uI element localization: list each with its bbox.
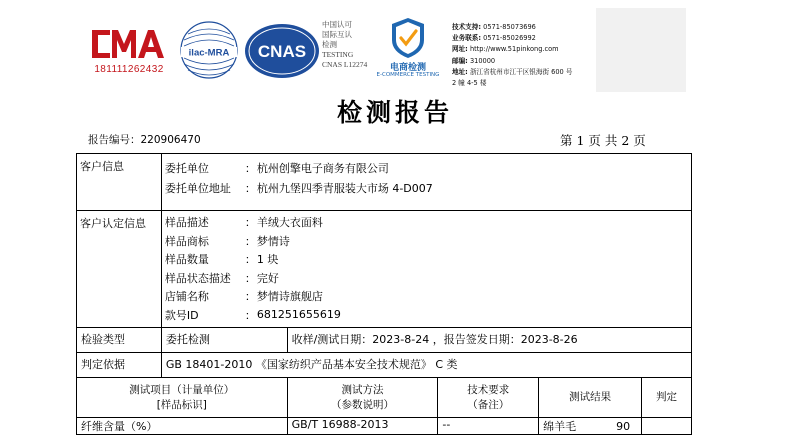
ecommerce-testing-logo	[372, 14, 444, 84]
header-item: 测试项目（计量单位） [样品标识]	[77, 378, 288, 418]
test-type-label: 检验类型	[77, 328, 162, 353]
basis-row	[77, 353, 692, 378]
test-dates: 收样/测试日期：2023-8-24 ，报告签发日期：2023-8-26	[287, 328, 691, 353]
header-judge: 判定	[642, 378, 692, 418]
confirmed-row: 店铺名称 ： 梦情诗旗舰店	[164, 290, 323, 304]
document-title: 检测报告	[336, 98, 453, 127]
confirmed-row: 样品描述 ： 羊绒大衣面料	[164, 216, 323, 230]
ilac-text: ilac-MRA	[188, 47, 230, 59]
page-number: 第 1 页 共 2 页	[560, 133, 646, 148]
contact-info: 技术支持: 0571-85073696 业务联系: 0571-85026992 网址: http://www.51pinkong.com 邮编: 310000 地址: 浙江省杭州市江干区银海街 600 号 2 幢 4-5 楼	[452, 23, 573, 88]
header-method: 测试方法 （参数说明）	[287, 378, 438, 418]
cnas-side-text: 中国认可 国际互认 检测 TESTING CNAS L12274	[322, 20, 368, 69]
confirmed-row: 款号ID ： 681251655619	[164, 308, 341, 322]
client-info-section	[77, 154, 692, 211]
confirmed-info-section	[77, 211, 692, 328]
confirmed-row: 样品数量 ： 1 块	[164, 253, 279, 267]
ecommerce-en: E-COMMERCE TESTING	[376, 72, 440, 78]
confirmed-info-label: 客户认定信息	[77, 211, 162, 328]
test-type-value: 委托检测	[161, 328, 287, 353]
cma-logo	[84, 22, 174, 80]
ilac-mra-logo	[178, 18, 240, 82]
cnas-logo	[244, 22, 320, 80]
result-item: 纤维含量（%）	[77, 418, 288, 435]
basis-label: 判定依据	[77, 353, 162, 378]
report-number: 报告编号：220906470	[88, 134, 201, 146]
confirmed-row: 样品状态描述 ： 完好	[164, 271, 279, 285]
result-requirement: --	[438, 418, 539, 435]
header-requirement: 技术要求 （备注）	[438, 378, 539, 418]
cnas-text: CNAS	[257, 42, 307, 61]
header-result: 测试结果	[539, 378, 642, 418]
client-row: 委托单位地址 ： 杭州九堡四季青服装大市场 4-D007	[164, 182, 433, 195]
client-info-label: 客户信息	[77, 154, 162, 211]
qr-code-area	[596, 8, 686, 92]
results-header	[77, 378, 692, 418]
test-type-row	[77, 328, 692, 353]
ecommerce-cn: 电商检测	[389, 63, 426, 73]
basis-value: GB 18401-2010 《国家纺织产品基本安全技术规范》 C 类	[161, 353, 691, 378]
result-value: 绵羊毛 90	[539, 418, 642, 435]
result-method: GB/T 16988-2013	[287, 418, 438, 435]
client-row: 委托单位 ： 杭州创擎电子商务有限公司	[164, 162, 389, 175]
confirmed-row: 样品商标 ： 梦情诗	[164, 234, 290, 248]
cma-number: 181111262432	[94, 64, 164, 75]
report-table	[76, 153, 692, 435]
